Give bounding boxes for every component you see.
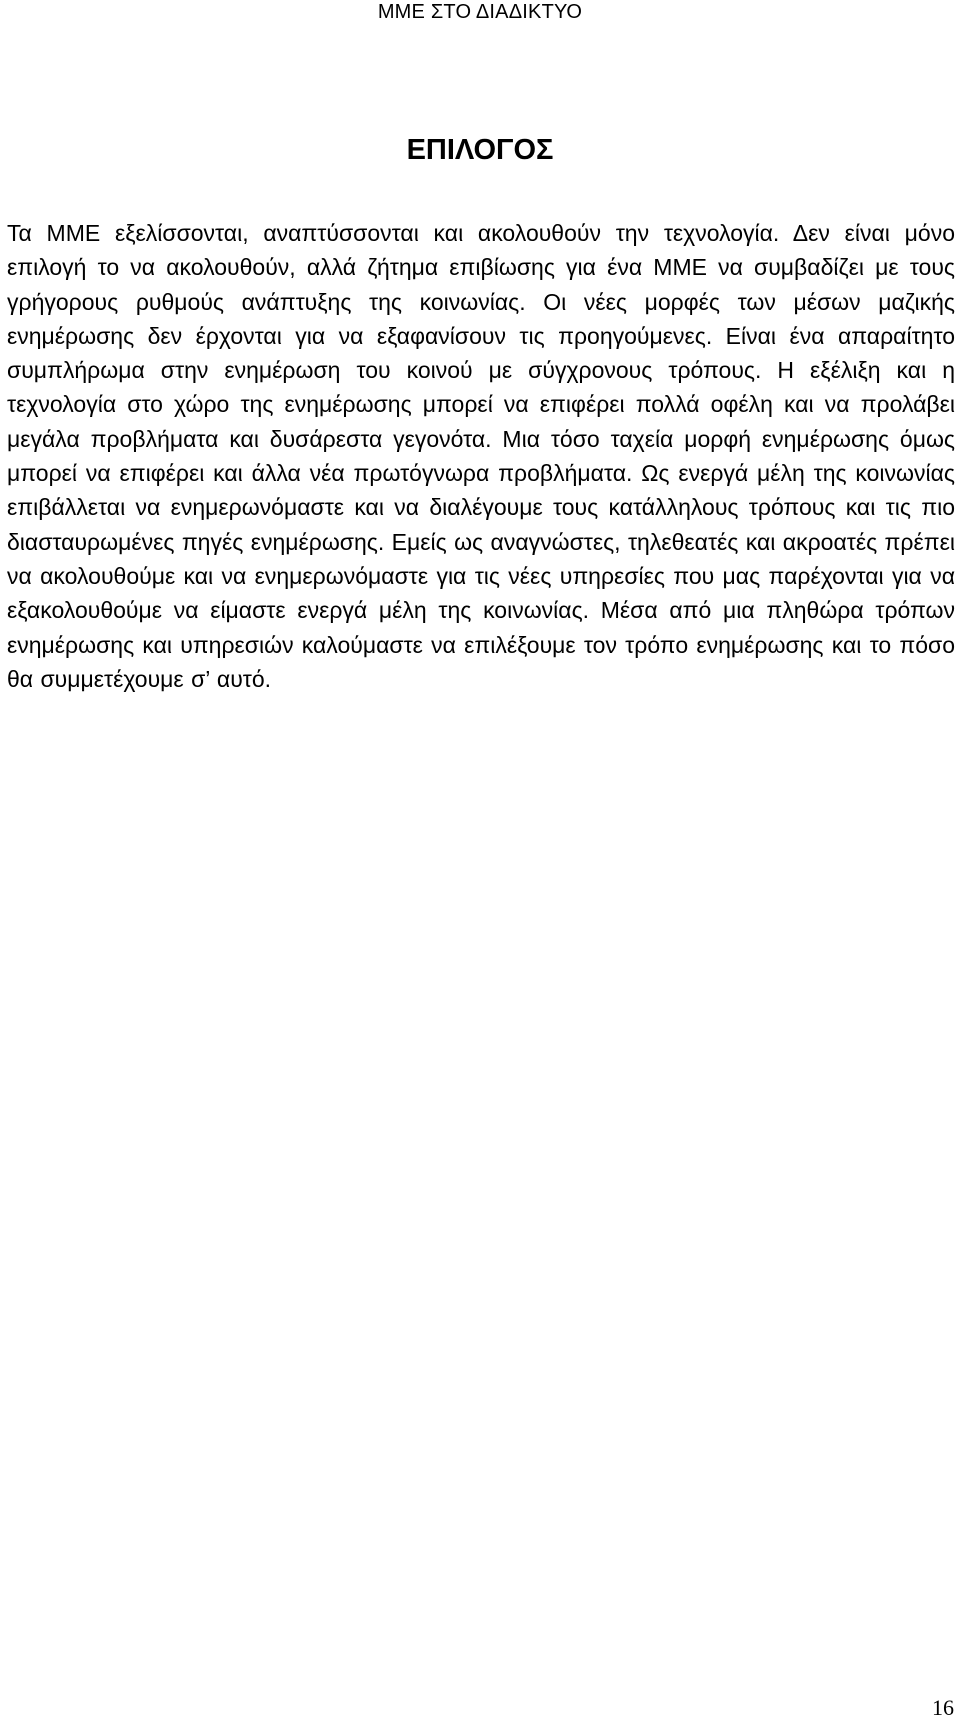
page-number: 16	[932, 1695, 954, 1720]
running-header: ΜΜΕ ΣΤΟ ΔΙΑΔΙΚΤΥΟ	[377, 1, 583, 23]
body-paragraph: Τα ΜΜΕ εξελίσσονται, αναπτύσσονται και ακολουθούν την τεχνολογία. Δεν είναι μόνο επιλογή το να ακολουθούν, αλλά ζήτημα επιβίωσης για ένα ΜΜΕ να συμβαδίζει με τους γρήγορους ρυθμούς ανάπτυξης της κοινωνίας. Οι νέες μορφές των μέσων μαζικής ενημέρωσης δεν έρχονται για να εξαφανίσουν τις προηγούμενες. Είναι ένα απαραίτητο συμπλήρωμα στην ενημέρωση του κοινού με σύγχρονους τρόπους. Η εξέλιξη και η τεχνολογία στο χώρο της ενημέρωσης μπορεί να επιφέρει πολλά οφέλη και να προλάβει μεγάλα προβλήματα και δυσάρεστα γεγονότα. Μια τόσο ταχεία μορφή ενημέρωσης όμως μπορεί να επιφέρει και άλλα νέα πρωτόγνωρα προβλήματα. Ως ενεργά μέλη της κοινωνίας επιβάλλεται να ενημερωνόμαστε και να διαλέγουμε τους κατάλληλους τρόπους και τις πιο διασταυρωμένες πηγές ενημέρωσης. Εμείς ως αναγνώστες, τηλεθεατές και ακροατές πρέπει να ακολουθούμε και να ενημερωνόμαστε για τις νέες υπηρεσίες που μας παρέχονται για να εξακολουθούμε να είμαστε ενεργά μέλη της κοινωνίας. Μέσα από μια πληθώρα τρόπων ενημέρωσης και υπηρεσιών καλούμαστε να επιλέξουμε τον τρόπο ενημέρωσης και το πόσο θα συμμετέχουμε σ’ αυτό.	[7, 220, 955, 692]
section-title: ΕΠΙΛΟΓΟΣ	[406, 134, 554, 166]
